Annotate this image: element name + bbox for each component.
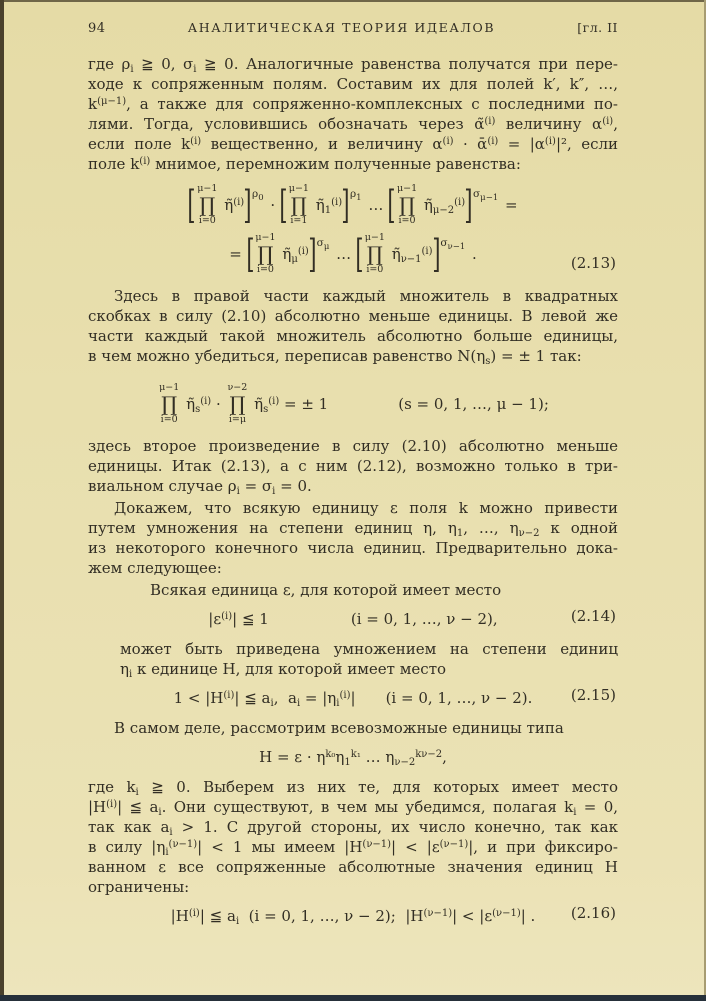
- paragraph: [88, 718, 618, 738]
- formula-2-16: [88, 903, 618, 927]
- equation-number: (2.16): [570, 903, 616, 922]
- bracket-exponent: $\sigma_\mu$: [316, 237, 330, 252]
- product-operator: [197, 184, 217, 227]
- formula-row: [88, 375, 618, 426]
- page-number: 94: [88, 21, 106, 36]
- product-lower-limit: i=1: [290, 214, 308, 226]
- product-sign: ∏: [290, 192, 307, 217]
- big-bracket: ]: [431, 232, 441, 276]
- math-text: (s = 0, 1, …, μ − 1);: [398, 395, 549, 414]
- big-bracket: ]: [308, 232, 317, 276]
- paragraph: [88, 777, 618, 897]
- product-upper-limit: μ−1: [396, 182, 418, 194]
- math-text: …: [331, 245, 356, 263]
- scan-edge-top: [0, 0, 706, 2]
- equation-number: (2.15): [570, 685, 616, 704]
- big-bracket: [: [387, 183, 396, 227]
- paragraph: [88, 498, 618, 578]
- equation-number: (2.13): [570, 254, 616, 272]
- product-upper-limit: μ−1: [159, 382, 180, 393]
- formula-2-14: [88, 606, 618, 629]
- formula-row: [88, 232, 618, 276]
- text-line: из некоторого конечного числа единиц. Предварительно дока-: [88, 538, 618, 557]
- text-line: единицы. Итак (2.13), а с ним (2.12), возможно только в три-: [88, 456, 618, 475]
- product-lower-limit: i=μ: [228, 413, 247, 425]
- chapter-marker: [гл. II: [577, 20, 618, 35]
- product-sign: ∏: [229, 391, 246, 416]
- product-upper-limit: ν−2: [227, 382, 248, 393]
- product-operator: [365, 233, 385, 276]
- math-text: $|\varepsilon^{(i)}|$ ≦ 1: [208, 609, 269, 628]
- formula-content: [188, 183, 517, 227]
- formula-2-13: [88, 183, 618, 276]
- formula-row: [88, 606, 618, 629]
- text-line: $k^{(\mu-1)}$, а также для сопряженно-комплексных с последними по-: [88, 95, 618, 113]
- paragraph: [120, 580, 618, 600]
- big-bracket: ]: [341, 183, 350, 227]
- math-text: =: [229, 245, 247, 263]
- big-bracket: [: [187, 183, 196, 227]
- big-bracket: [: [279, 183, 288, 227]
- math-text: $|H^{(i)}|$ ≦ $a_i$ (i = 0, 1, …, ν − 2); $|H^{(\nu-1)}| < |\varepsilon^{(\nu-1)}|$ .: [170, 906, 536, 927]
- scan-edge-bottom: [0, 995, 706, 1001]
- product-upper-limit: μ−1: [364, 231, 385, 243]
- product-sign: ∏: [199, 192, 216, 217]
- math-text: .: [467, 245, 477, 263]
- formula-content: [208, 609, 497, 629]
- math-text: $\etã_{\mu-2}^{(i)}$: [419, 196, 466, 216]
- product-lower-limit: i=0: [398, 214, 416, 226]
- product-upper-limit: μ−1: [288, 182, 309, 194]
- math-text: η̃$^{(i)}$: [219, 196, 245, 214]
- formula-H-definition: [88, 747, 618, 767]
- product-operator: [289, 184, 309, 227]
- page-header: [88, 20, 618, 36]
- product-sign: ∏: [257, 241, 274, 266]
- text-line: если поле $k^{(i)}$ вещественно, и величину $\alpha^{(i)}$ · ᾱ$^{(i)}$ = $|\alpha^{(i)}|^2$, если: [88, 135, 618, 153]
- product-operator: [397, 184, 417, 227]
- math-text: (i = 0, 1, …, ν − 2).: [385, 688, 533, 707]
- formula-2-15: [88, 685, 618, 709]
- text-line: жем следующее:: [88, 558, 222, 577]
- text-line: В самом деле, рассмотрим всевозможные единицы типа: [114, 718, 564, 737]
- text-line: может быть приведена умножением на степени единиц: [120, 639, 618, 658]
- math-text: $\etã_s^{(i)}$: [181, 395, 212, 416]
- formula-content: [157, 383, 549, 426]
- bracket-exponent: $\rho_0$: [252, 188, 264, 203]
- formula-content: [174, 688, 533, 708]
- text-line: где $\rho_i$ ≧ 0, $\sigma_i$ ≧ 0. Аналогичные равенства получатся при пере-: [88, 55, 618, 75]
- text-line: Докажем, что всякую единицу ε поля k можно привести: [114, 498, 618, 517]
- math-text: …: [363, 196, 389, 214]
- text-line: лями. Тогда, условившись обозначать через α̃$^{(i)}$ величину $\alpha^{(i)}$,: [88, 115, 618, 133]
- big-bracket: ]: [243, 183, 252, 227]
- equation-number: (2.14): [570, 606, 616, 625]
- math-text: =: [500, 196, 518, 214]
- text-line: Всякая единица ε, для которой имеет место: [150, 580, 502, 599]
- text-line: $\eta_i$ к единице H, для которой имеет место: [120, 659, 447, 680]
- math-text: $\etã_1^{(i)}$: [310, 196, 343, 216]
- big-bracket: ]: [464, 183, 473, 227]
- math-text: $1 < |H^{(i)}|$ ≦ $a_i$, $a_i = |\eta_i^{(i)}|$: [173, 688, 356, 709]
- formula-row: [88, 747, 618, 767]
- math-text: ·: [265, 196, 280, 214]
- big-bracket: [: [245, 232, 255, 276]
- formula-row: [88, 903, 618, 927]
- running-title: АНАЛИТИЧЕСКАЯ ТЕОРИЯ ИДЕАЛОВ: [187, 20, 496, 35]
- text-line: виальном случае $\rho_i = \sigma_i = 0$.: [88, 476, 312, 497]
- product-lower-limit: i=0: [366, 263, 384, 275]
- math-text: $\etã_s^{(i)}$ = ± 1: [249, 395, 329, 416]
- bracket-exponent: $\sigma_{\nu-1}$: [440, 237, 466, 252]
- text-line: ограничены:: [88, 877, 190, 896]
- paragraph: [88, 286, 618, 366]
- text-line: $|H^{(i)}|$ ≦ $a_i$. Они существуют, в чем мы убедимся, полагая $k_i = 0$,: [88, 797, 619, 818]
- math-text: (i = 0, 1, …, ν − 2),: [350, 609, 498, 628]
- paragraph: [88, 54, 618, 174]
- product-operator: [228, 383, 248, 426]
- paragraph: [88, 436, 618, 496]
- bracket-exponent: $\sigma_{\mu-1}$: [473, 188, 499, 203]
- product-upper-limit: μ−1: [255, 231, 276, 243]
- text-line: части каждый такой множитель абсолютно больше единицы,: [88, 327, 618, 345]
- text-line: в чем можно убедиться, переписав равенство $N(\eta_s)$ = ± 1 так:: [88, 347, 582, 367]
- text-line: путем умножения на степени единиц η, $\eta_1$, …, $\eta_{\nu-2}$ к одной: [88, 518, 618, 539]
- text-line: ходе к сопряженным полям. Составим их для полей k′, k″, …,: [88, 75, 618, 93]
- product-sign: ∏: [161, 391, 178, 416]
- product-lower-limit: i=0: [198, 214, 216, 226]
- paragraph: [120, 639, 618, 679]
- bracket-exponent: $\rho_1$: [349, 188, 362, 203]
- text-line: Здесь в правой части каждый множитель в квадратных: [114, 287, 618, 305]
- text-line: поле $k^{(i)}$ мнимое, перемножим полученные равенства:: [88, 155, 521, 173]
- text-line: так как $a_i > 1$. С другой стороны, их число конечно, так как: [88, 817, 618, 838]
- product-operator: [159, 383, 179, 426]
- math-text: $\etã_{\nu-1}^{(i)}$: [386, 245, 433, 265]
- product-lower-limit: i=0: [256, 263, 274, 275]
- formula-content: [229, 232, 477, 276]
- text-line: где $k_i$ ≧ 0. Выберем из них те, для которых имеет место: [88, 777, 618, 798]
- math-text: ·: [211, 395, 226, 414]
- text-line: в силу $|\eta_i^{(\nu-1)}| < 1$ мы имеем $|H^{(\nu-1)}| < |\varepsilon^{(\nu-1)}|$, и при фиксиро-: [88, 837, 618, 858]
- scan-edge-left: [0, 0, 4, 1001]
- formula-row: [88, 685, 618, 709]
- product-upper-limit: μ−1: [197, 182, 218, 194]
- product-operator: [255, 233, 275, 276]
- math-text: $H = \varepsilon \cdot \eta^{k_0}\eta_1^{k_1}$ … $\eta_{\nu-2}^{k\nu-2}$,: [259, 747, 447, 768]
- formula-row: [88, 183, 618, 227]
- math-text: $\etã_\mu^{(i)}$: [277, 245, 309, 265]
- formula-norm-product: [88, 375, 618, 426]
- text-line: ванном ε все сопряженные абсолютные значения единиц H: [88, 857, 618, 876]
- product-lower-limit: i=0: [160, 413, 178, 425]
- formula-content: [171, 906, 536, 926]
- big-bracket: [: [355, 232, 364, 276]
- formula-content: [259, 747, 447, 767]
- text-block: [88, 54, 618, 936]
- product-sign: ∏: [399, 192, 415, 217]
- text-line: здесь второе произведение в силу (2.10) абсолютно меньше: [88, 436, 618, 455]
- product-sign: ∏: [366, 241, 383, 266]
- text-line: скобках в силу (2.10) абсолютно меньше единицы. В левой же: [88, 307, 618, 325]
